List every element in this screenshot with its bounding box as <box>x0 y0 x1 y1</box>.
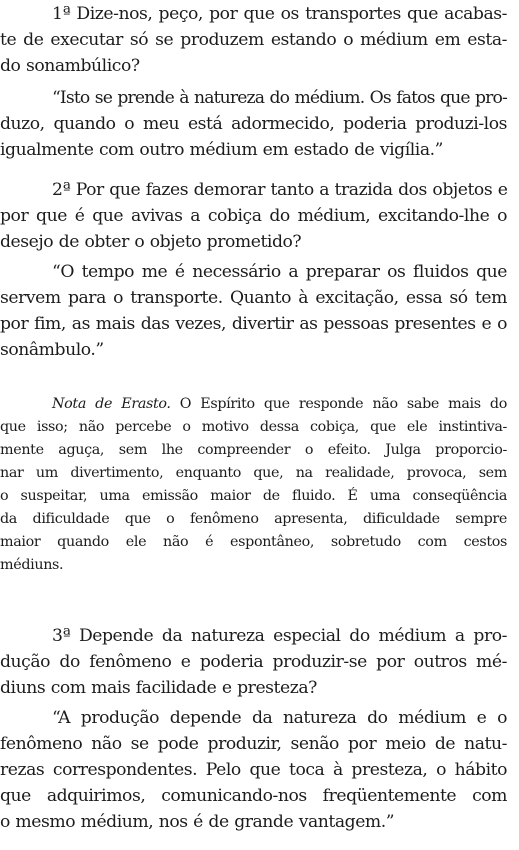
q1-question-line-3: do sonambúlico? <box>0 56 140 76</box>
q3-answer-line-4: que adquirimos, comunicando-nos freqüentemente com <box>0 786 507 806</box>
q3-question-line-3: diuns com mais facilidade e presteza? <box>0 678 317 698</box>
note-line-4: nar um divertimento, enquanto que, na realidade, provoca, sem <box>0 465 507 481</box>
q2-question-line-2: por que é que avivas a cobiça do médium, excitando-lhe o <box>0 206 507 226</box>
note-line-2: que isso; não percebe o motivo dessa cobiça, que ele instintiva- <box>0 419 507 435</box>
note-line-3: mente aguça, sem lhe compreender o efeito. Julga proporcio- <box>0 442 507 458</box>
note-first-line-text: O Espírito que responde não sabe mais do <box>170 396 507 412</box>
q1-question-line-1: 1ª Dize-nos, peço, por que os transportes que acabas- <box>52 4 507 24</box>
q3-question-line-1: 3ª Depende da natureza especial do médium a pro- <box>52 626 507 646</box>
q3-answer-line-5: o mesmo médium, nos é de grande vantagem.” <box>0 812 395 832</box>
q1-answer-line-2: duzo, quando o meu está adormecido, poderia produzi-los <box>0 114 507 134</box>
q2-question-line-1: 2ª Por que fazes demorar tanto a trazida dos objetos e <box>52 180 508 200</box>
q2-answer-line-4: sonâmbulo.” <box>0 340 104 360</box>
note-line-1 <box>0 394 507 415</box>
q2-answer-line-1: “O tempo me é necessário a preparar os fluidos que <box>52 262 507 282</box>
q3-question-line-2: dução do fenômeno e poderia produzir-se por outros mé- <box>0 652 507 672</box>
note-line-5: o suspeitar, uma emissão maior de fluido. É uma conseqüência <box>0 488 507 504</box>
q1-answer-line-1: “Isto se prende à natureza do médium. Os fatos que pro- <box>52 88 507 108</box>
q3-answer-line-3: rezas correspondentes. Pelo que toca à presteza, o hábito <box>0 760 507 780</box>
q3-answer-line-1: “A produção depende da natureza do médium e o <box>52 708 507 728</box>
note-line-8: médiuns. <box>0 557 64 573</box>
q3-answer-line-2: fenômeno não se pode produzir, senão por meio de natu- <box>0 734 507 754</box>
note-line-6: da dificuldade que o fenômeno apresenta, dificuldade sempre <box>0 511 507 527</box>
q1-question-line-2: te de executar só se produzem estando o médium em esta- <box>0 30 507 50</box>
note-label: Nota de Erasto. <box>52 396 171 412</box>
note-line-7: maior quando ele não é espontâneo, sobretudo com cestos <box>0 534 507 550</box>
q2-question-line-3: desejo de obter o objeto prometido? <box>0 232 302 252</box>
q2-answer-line-2: servem para o transporte. Quanto à excitação, essa só tem <box>0 288 507 308</box>
q1-answer-line-3: igualmente com outro médium em estado de vigília.” <box>0 140 444 160</box>
q2-answer-line-3: por fim, as mais das vezes, divertir as pessoas presentes e o <box>0 314 507 334</box>
